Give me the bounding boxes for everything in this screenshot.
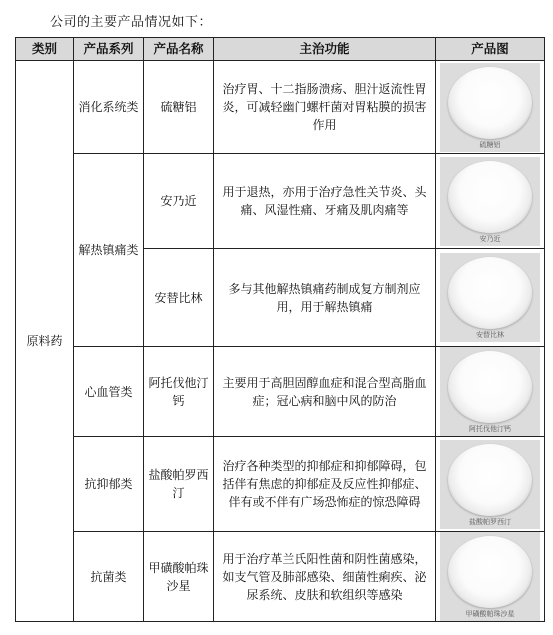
product-image-cell [436, 532, 545, 622]
product-image-cell [436, 437, 545, 532]
table-row [16, 61, 545, 154]
function-cell: 主要用于高胆固醇血症和混合型高脂血症；冠心病和脑中风的防治 [214, 347, 436, 437]
header-series: 产品系列 [74, 38, 144, 61]
product-table [15, 37, 545, 622]
series-cell: 抗菌类 [74, 532, 144, 622]
table-row [16, 437, 545, 532]
function-cell: 多与其他解热镇痛药制成复方制剂应用，用于解热镇痛 [214, 249, 436, 347]
product-image-cell [436, 249, 545, 347]
series-cell: 消化系统类 [74, 61, 144, 154]
photo-caption: 阿托伐他汀钙 [469, 425, 511, 433]
function-cell: 用于退热，亦用于治疗急性关节炎、头痛、风湿性痛、牙痛及肌肉痛等 [214, 154, 436, 249]
powder-dish-image [448, 257, 532, 329]
powder-dish-image [448, 536, 532, 608]
powder-dish-image [448, 444, 532, 516]
product-photo [440, 157, 540, 246]
table-row [16, 347, 545, 437]
product-photo [440, 532, 540, 621]
intro-text: 公司的主要产品情况如下： [50, 15, 213, 30]
powder-dish-image [448, 161, 532, 233]
photo-caption: 安替比林 [476, 331, 504, 339]
function-cell: 用于治疗革兰氏阳性菌和阴性菌感染，如支气管及肺部感染、细菌性痢疾、泌尿系统、皮肤和软组织等感染 [214, 532, 436, 622]
photo-caption: 盐酸帕罗西汀 [469, 517, 511, 526]
header-image: 产品图 [436, 38, 545, 61]
product-name-cell: 硫糖铝 [144, 61, 214, 154]
table-row [16, 154, 545, 249]
category-cell: 原料药 [16, 61, 74, 622]
photo-caption: 安乃近 [479, 234, 501, 243]
product-photo [440, 253, 540, 342]
table-header-row [16, 38, 545, 61]
powder-dish-image [448, 351, 532, 423]
product-photo [440, 440, 540, 529]
series-cell: 心血管类 [74, 347, 144, 437]
function-cell: 治疗各种类型的抑郁症和抑郁障碍，包括伴有焦虑的抑郁症及反应性抑郁症、伴有或不伴有广场恐怖症的惊恐障碍 [214, 437, 436, 532]
product-image-cell [436, 347, 545, 437]
product-name-cell: 甲磺酸帕珠沙星 [144, 532, 214, 622]
product-photo [440, 347, 540, 436]
powder-dish-image [448, 67, 532, 139]
product-image-cell [436, 61, 545, 154]
product-name-cell: 阿托伐他汀钙 [144, 347, 214, 437]
function-cell: 治疗胃、十二指肠溃疡、胆汁返流性胃炎，可减轻幽门螺杆菌对胃粘膜的损害作用 [214, 61, 436, 154]
series-cell: 抗抑郁类 [74, 437, 144, 532]
product-photo [440, 63, 540, 152]
table-row [16, 532, 545, 622]
header-function: 主治功能 [214, 38, 436, 61]
product-name-cell: 盐酸帕罗西汀 [144, 437, 214, 532]
photo-caption: 甲磺酸帕珠沙星 [465, 610, 515, 618]
product-name-cell: 安替比林 [144, 249, 214, 347]
series-cell: 解热镇痛类 [74, 154, 144, 347]
photo-caption: 硫糖铝 [479, 140, 501, 149]
header-category: 类别 [16, 38, 74, 61]
product-image-cell [436, 154, 545, 249]
product-name-cell: 安乃近 [144, 154, 214, 249]
header-name: 产品名称 [144, 38, 214, 61]
